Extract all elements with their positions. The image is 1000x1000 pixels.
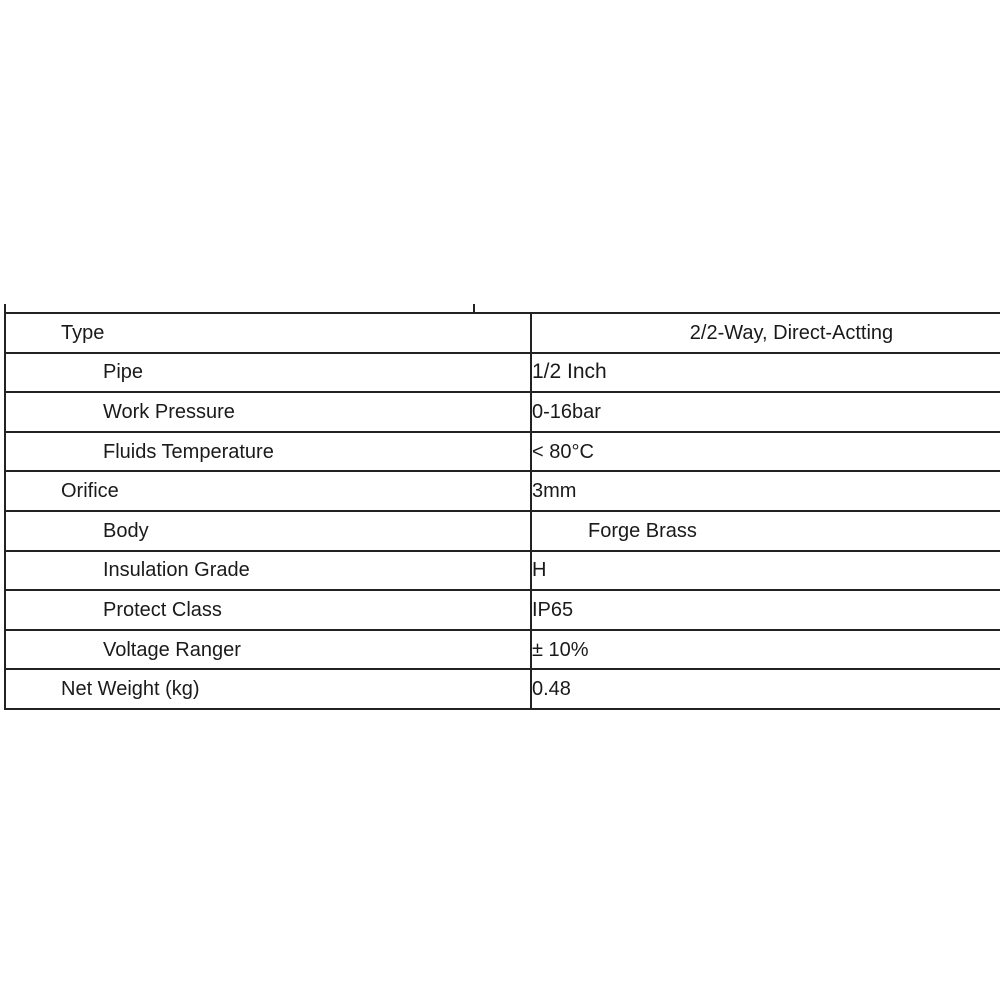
row-label-orifice: Orifice <box>5 471 531 511</box>
table-row <box>5 669 1000 709</box>
table-row <box>5 471 1000 511</box>
row-label-type: Type <box>5 313 531 353</box>
row-value-type: 2/2-Way, Direct-Actting <box>531 313 1000 353</box>
row-label-protect-class: Protect Class <box>5 590 531 630</box>
row-value-voltage-ranger: ± 10% <box>531 630 1000 670</box>
spec-table <box>4 312 1000 710</box>
table-row <box>5 551 1000 591</box>
table-row <box>5 630 1000 670</box>
row-label-net-weight: Net Weight (kg) <box>5 669 531 709</box>
row-label-insulation-grade: Insulation Grade <box>5 551 531 591</box>
row-value-orifice: 3mm <box>531 471 1000 511</box>
row-label-work-pressure: Work Pressure <box>5 392 531 432</box>
spec-table-container <box>4 312 996 710</box>
row-value-insulation-grade: H <box>531 551 1000 591</box>
table-row <box>5 590 1000 630</box>
row-value-body: Forge Brass <box>531 511 1000 551</box>
table-row <box>5 511 1000 551</box>
row-value-net-weight: 0.48 <box>531 669 1000 709</box>
table-row <box>5 392 1000 432</box>
row-value-protect-class: IP65 <box>531 590 1000 630</box>
row-value-work-pressure: 0-16bar <box>531 392 1000 432</box>
row-label-fluids-temperature: Fluids Temperature <box>5 432 531 472</box>
table-row <box>5 432 1000 472</box>
row-label-pipe: Pipe <box>5 353 531 393</box>
row-label-body: Body <box>5 511 531 551</box>
row-label-voltage-ranger: Voltage Ranger <box>5 630 531 670</box>
table-row <box>5 313 1000 353</box>
table-row <box>5 353 1000 393</box>
row-value-pipe: 1/2 Inch <box>531 353 1000 393</box>
row-value-fluids-temperature: < 80°C <box>531 432 1000 472</box>
